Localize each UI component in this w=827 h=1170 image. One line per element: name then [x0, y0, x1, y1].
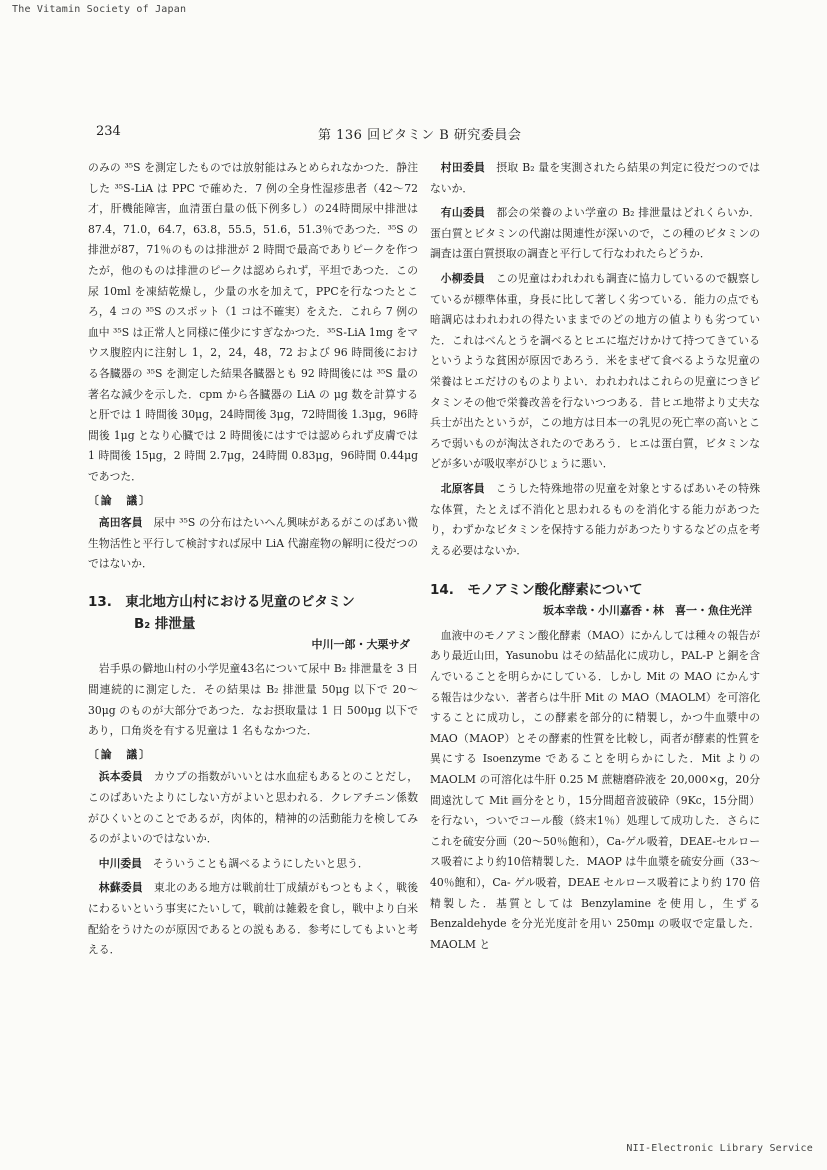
remark-text: 都会の栄養のよい学童の B₂ 排泄量はどれくらいか．蛋白質とビタミンの代謝は関連性が深いので，この種のビタミンの調査は蛋白質摂取の調査と平行して行なわれたらどうか． [430, 206, 761, 261]
section-13-title: 13. 東北地方山村における児童のビタミン [88, 593, 355, 610]
remark-text: 摂取 B₂ 量を実測されたら結果の判定に役だつのではないか． [430, 161, 761, 195]
speaker-name: 北原客員 [440, 481, 485, 495]
discussion-remark [88, 878, 418, 960]
discussion-remark [88, 513, 418, 575]
section-13-title-cont: B₂ 排泄量 [134, 615, 196, 632]
discussion-remark [430, 269, 760, 475]
paragraph: 血液中のモノアミン酸化酵素（MAO）にかんしては種々の報告があり最近山田，Yasunobu はその結晶化に成功し，PAL-P と銅を含んでいることを明らかにしている．しかし Mit の MAO にかんする報告は少ない．著者らは牛肝 Mit の MAO（MAOLM）を可溶化することに成功し，この酵素を部分的に精製し，かつ牛血漿中の MAO（MAOP）とその酵素的性質を比較し，両者が酵素的性質を異にする Isoenzyme であることを明らかにした．Mit よりの MAOLM の可溶化は牛肝 0.25 M 蔗糖磨砕液を 20,000×g，20分間遠沈して Mit 画分をとり，15分間超音波破砕（9Kc，15分間）を行ない，ついでコール酸（終末1％）処理して成功した．さらにこれを硫安分画（20〜50％飽和），Ca-ゲル吸着，DEAE-セルロース吸着により約10倍精製した．MAOP は牛血漿を硫安分画（33〜40％飽和），Ca- ゲル吸着，DEAE セルロース吸着により約 170 倍精製した．基質としては Benzylamine を使用し，生ずる Benzaldehyde を分光光度計を用い 250mμ の吸収で定量した．MAOLM と [430, 628, 761, 951]
left-column [88, 158, 418, 961]
right-column [430, 158, 760, 955]
speaker-name: 林蘇委員 [98, 881, 143, 895]
speaker-name: 浜本委員 [98, 770, 143, 784]
discussion-heading: 〔論 議〕 [88, 747, 152, 761]
source-footer: NII-Electronic Library Service [626, 1143, 813, 1154]
remark-text: 東北のある地方は戦前壮丁成績がもつともよく，戦後にわるいという事実にたいして，戦前は雑穀を食し，戦中より白米配給をうけたのが原因であるとの説もある．参考にしてもよいと考える． [88, 881, 419, 957]
discussion-remark [430, 479, 760, 561]
speaker-name: 村田委員 [440, 161, 486, 174]
speaker-name: 中川委員 [98, 856, 142, 870]
remark-text: そういうことも調べるようにしたいと思う． [152, 856, 369, 870]
remark-text: カウプの指数がいいとは水血症もあるとのことだし，このばあいたよりにしない方がよいと思われる．クレアチニン係数がひくいとのことであるが，肉体的，精神的の活動能力を検してみるのがよいのではないか． [88, 770, 419, 846]
running-head: 第 136 回ビタミン B 研究委員会 [318, 128, 522, 143]
discussion-heading: 〔論 議〕 [88, 493, 152, 507]
speaker-name: 高田客員 [98, 516, 143, 530]
remark-text: この児童はわれわれも調査に協力しているので観察しているが標準体重，身長に比して著しく劣つている．能力の点でも暗調応はわれわれの得たいままでのどの地方の値よりも劣つていた．これはべんとうを調べるとヒエに塩だけかけて持つてきているというような貧困が原因であろう．米をまぜて食べるような児童の栄養はヒエだけのものよりよい．われわれはこれらの児童につきビタミンその他で栄養改善を行ないつつある．昔ヒエ地帯より丈夫な兵士が出たというが，この地方は日本一の乳児の死亡率の高いところで弱いものが淘汰されたのであろう．ヒエは蛋白質，ビタミンなどが多いが吸収率がひじょうに悪い． [430, 271, 761, 471]
section-14-title: 14. モノアミン酸化酵素について [430, 582, 643, 599]
source-header: The Vitamin Society of Japan [12, 4, 187, 15]
page-number: 234 [96, 124, 121, 139]
section-13-authors: 中川一郎・大栗サダ [311, 637, 410, 651]
discussion-remark [88, 767, 418, 849]
discussion-remark [88, 854, 418, 875]
remark-text: 尿中 ³⁵S の分布はたいへん興味があるがこのばあい微生物活性と平行して検討すれば尿中 LiA 代謝産物の解明に役だつのではないか． [88, 516, 419, 571]
discussion-remark [430, 158, 760, 199]
section-14-authors: 坂本幸哉・小川嘉香・林 喜一・魚住光洋 [543, 604, 752, 618]
speaker-name: 有山委員 [440, 206, 486, 220]
paragraph: 岩手県の僻地山村の小学児童43名について尿中 B₂ 排泄量を 3 日間連続的に測定した．その結果は B₂ 排泄量 50μg 以下で 20〜30μg のものが大部分であつた．なお摂取量は 1 日 500μg 以下であり，口角炎を有する児童は 1 名もなかつた． [88, 662, 418, 738]
paragraph: のみの ³⁵S を測定したものでは放射能はみとめられなかつた．静注した ³⁵S-LiA は PPC で確めた．7 例の全身性湿疹患者（42〜72才，肝機能障害，血清蛋白量の低下例多し）の24時間尿中排泄は 87.4，71.0，64.7，63.8，55.5，51.6，51.3％であつた．³⁵S の排泄が87，71％のものは排泄が 2 時間で最高でありピークを作つたが，他のものは排泄のピークは認められず，平坦であつた．この尿 10ml を凍結乾燥し，少量の水を加えて，PPCを行なつたところ，4 コの ³⁵S のスポット（1 コは不確実）をえた．これら 7 例の血中 ³⁵S は正常人と同様に僅少にすぎなかつた．³⁵S-LiA 1mg をマウス腹腔内に注射し 1，2，24，48，72 および 96 時間後における各臓器の ³⁵S を測定した結果各臓器とも 92 時間後には ³⁵S 量の著名な減少を示した．cpm から各臓器の LiA の μg 数を計算すると肝では 1 時間後 30μg，24時間後 3μg，72時間後 1.3μg，96時間後 1μg となり心臓では 2 時間後にはすでは認められず皮膚では 1 時間後 15μg，2 時間 2.7μg，24時間 0.83μg，96時間 0.44μg であつた． [88, 161, 418, 483]
speaker-name: 小柳委員 [440, 271, 485, 285]
discussion-remark [430, 203, 760, 265]
remark-text: こうした特殊地帯の児童を対象とするばあいその特殊な体質，たとえば不消化と思われるものを消化する能力があつたり，わずかなビタミンを保持する能力があつたりするなどの点を考える必要はないか． [430, 481, 761, 557]
